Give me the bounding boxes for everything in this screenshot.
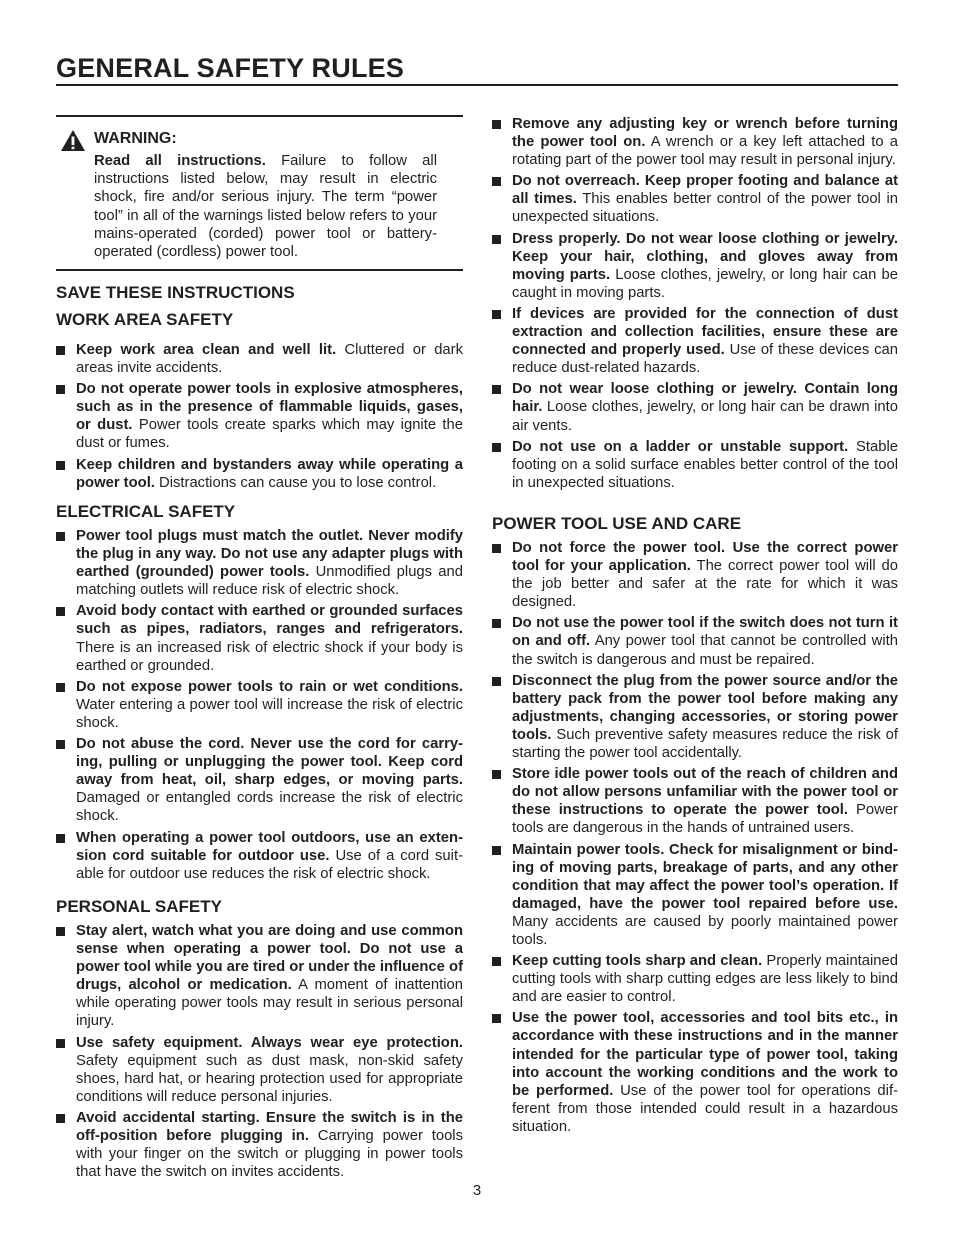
- bullet-item: [56, 341, 463, 377]
- bullet-text: Use of the power tool for operations different from those intended could result in a hazardous situation.: [512, 1082, 898, 1135]
- bullet-item: [56, 735, 463, 825]
- bullet-text: This enables better control of the power tool in unexpected situations.: [512, 191, 898, 226]
- bullet-text: Such preventive safety measures reduce the risk of starting the power tool accidentally.: [512, 726, 898, 762]
- page-title: GENERAL SAFETY RULES: [56, 53, 405, 83]
- square-bullet-icon: [492, 846, 501, 855]
- bullet-lead: Avoid accidental starting. Ensure the switch is in the off-position before plugging in.: [76, 1109, 463, 1145]
- save-instructions-heading: SAVE THESE INSTRUCTIONS: [56, 283, 295, 302]
- warning-triangle-icon: [60, 129, 86, 152]
- work-area-heading: WORK AREA SAFETY: [56, 310, 234, 329]
- bullet-lead: Do not operate power tools in explosive atmospheres, such as in the presence of flammable liquids, gases, or dust.: [76, 381, 463, 434]
- square-bullet-icon: [56, 834, 65, 843]
- square-bullet-icon: [492, 957, 501, 966]
- bullet-lead: Do not abuse the cord. Never use the cord for carrying, pulling or unplugging the power tool. Keep cord away from heat, oil, sharp edges, or moving parts.: [76, 736, 463, 789]
- page-number: 3: [472, 1182, 482, 1199]
- warning-box: [56, 115, 463, 271]
- bullet-lead: Do not force the power tool. Use the correct power tool for your application.: [512, 540, 898, 575]
- title-rule: [56, 84, 898, 86]
- bullet-item: [492, 952, 898, 1006]
- square-bullet-icon: [56, 1039, 65, 1048]
- bullet-item: [492, 614, 898, 668]
- bullet-text: Safety equipment such as dust mask, non-skid safety shoes, hard hat, or hearing protection used for appropriate conditions will reduce personal injuries.: [76, 1052, 463, 1105]
- bullet-item: [492, 438, 898, 492]
- bullet-text: A wrench or a key left attached to a rotating part of the power tool may result in personal injury.: [512, 134, 898, 169]
- bullet-text: Stable footing on a solid surface enables better control of the tool in unexpected situations.: [512, 438, 898, 491]
- bullet-lead: Remove any adjusting key or wrench before turning the power tool on.: [512, 116, 898, 151]
- square-bullet-icon: [56, 927, 65, 936]
- square-bullet-icon: [492, 177, 501, 186]
- power-tool-list: [492, 539, 898, 1139]
- square-bullet-icon: [56, 461, 65, 470]
- bullet-text: Carrying power tools with your finger on the switch or plugging in power tools that have the switch on invites accidents.: [76, 1128, 463, 1181]
- square-bullet-icon: [492, 120, 501, 129]
- bullet-item: [56, 829, 463, 883]
- bullet-lead: Do not overreach. Keep proper footing and balance at all times.: [512, 173, 898, 208]
- bullet-item: [492, 115, 898, 169]
- square-bullet-icon: [56, 740, 65, 749]
- bullet-item: [56, 922, 463, 1031]
- bullet-item: [56, 602, 463, 674]
- bullet-lead: Avoid body contact with earthed or grounded surfaces such as pipes, radiators, ranges and refrigerators.: [76, 603, 463, 638]
- bullet-text: Properly maintained cutting tools with sharp cutting edges are less likely to bind and are easier to control.: [512, 953, 898, 1006]
- square-bullet-icon: [492, 1014, 501, 1023]
- bullet-lead: Do not wear loose clothing or jewelry. Contain long hair.: [512, 381, 898, 416]
- bullet-lead: Use the power tool, accessories and tool bits etc., in accordance with these instructions and in the manner intended for the particular type of power tool, taking into account the working conditions and the work to be performed.: [512, 1010, 898, 1099]
- bullet-item: [492, 841, 898, 950]
- bullet-item: [492, 305, 898, 377]
- work-area-list: [56, 341, 463, 495]
- square-bullet-icon: [492, 770, 501, 779]
- bullet-lead: Keep work area clean and well lit.: [76, 342, 337, 358]
- bullet-text: Cluttered or dark areas invite accidents.: [76, 342, 463, 377]
- bullet-text: The correct power tool will do the job better and safer at the rate for which it was designed.: [512, 558, 898, 611]
- personal-heading: PERSONAL SAFETY: [56, 897, 222, 916]
- bullet-text: Power tools create sparks which may ignite the dust or fumes.: [76, 417, 463, 452]
- bullet-lead: Use safety equipment. Always wear eye protection.: [76, 1034, 463, 1051]
- square-bullet-icon: [56, 346, 65, 355]
- square-bullet-icon: [56, 532, 65, 541]
- bullet-lead: Do not use on a ladder or unstable support.: [512, 438, 849, 455]
- electrical-heading: ELECTRICAL SAFETY: [56, 502, 236, 521]
- bullet-item: [492, 380, 898, 434]
- bullet-lead: Keep cutting tools sharp and clean.: [512, 953, 763, 970]
- square-bullet-icon: [492, 677, 501, 686]
- bullet-lead: Keep children and bystanders away while operating a power tool.: [76, 456, 463, 491]
- bullet-lead: Disconnect the plug from the power source and/or the battery pack from the power tool before making any adjustments, changing accessories, or storing power tools.: [512, 672, 898, 743]
- bullet-item: [492, 672, 898, 762]
- bullet-text: Power tools are dangerous in the hands of untrained users.: [512, 802, 898, 837]
- bullet-text: Any power tool that cannot be controlled with the switch is dangerous and must be repaired.: [512, 633, 898, 668]
- electrical-list: [56, 527, 463, 886]
- bullet-item: [492, 539, 898, 611]
- warning-lead: Read all instructions.: [94, 153, 266, 169]
- bullet-lead: Do not use the power tool if the switch does not turn it on and off.: [512, 615, 898, 650]
- warning-body: Failure to follow all instructions listed below, may result in electric shock, fire and/or serious injury. The term “power tool” in all of the warnings listed below refers to your mains-operated (corded) power tool or battery-operated (cordless) power tool.: [94, 153, 437, 261]
- bullet-text: Loose clothes, jewelry, or long hair can be drawn into air vents.: [512, 399, 898, 434]
- bullet-text: Loose clothes, jewelry, or long hair can be caught in moving parts.: [512, 266, 898, 301]
- square-bullet-icon: [492, 544, 501, 553]
- personal-continued-list: [492, 115, 898, 495]
- bullet-text: Damaged or entangled cords increase the risk of electric shock.: [76, 790, 463, 825]
- bullet-lead: If devices are provided for the connection of dust extraction and collection facilities, ensure these are connected and properly used.: [512, 305, 898, 359]
- warning-text: [94, 152, 437, 261]
- bullet-item: [56, 1034, 463, 1106]
- bullet-text: Unmodified plugs and matching outlets will reduce risk of electric shock.: [76, 564, 463, 599]
- bullet-text: Water entering a power tool will increase the risk of electric shock.: [76, 696, 463, 731]
- square-bullet-icon: [56, 1114, 65, 1123]
- bullet-text: A moment of inattention while operating power tools may result in serious personal injury.: [76, 977, 463, 1030]
- bullet-item: [56, 456, 463, 492]
- bullet-text: There is an increased risk of electric shock if your body is earthed or grounded.: [76, 639, 463, 674]
- square-bullet-icon: [56, 385, 65, 394]
- bullet-lead: Maintain power tools. Check for misalignment or binding of moving parts, breakage of parts, and any other condition that may affect the power tool’s operation. If damaged, have the power tool repaired before use.: [512, 841, 898, 912]
- bullet-item: [492, 172, 898, 226]
- square-bullet-icon: [492, 385, 501, 394]
- bullet-item: [56, 678, 463, 732]
- bullet-text: Use of these devices can reduce dust-related hazards.: [512, 342, 898, 377]
- square-bullet-icon: [492, 443, 501, 452]
- square-bullet-icon: [492, 235, 501, 244]
- bullet-item: [492, 1009, 898, 1136]
- personal-list: [56, 922, 463, 1184]
- bullet-lead: Power tool plugs must match the outlet. Never modify the plug in any way. Do not use any adapter plugs with earthed (grounded) power tools.: [76, 528, 463, 581]
- square-bullet-icon: [492, 619, 501, 628]
- bullet-lead: Do not expose power tools to rain or wet conditions.: [76, 678, 463, 695]
- bullet-item: [56, 380, 463, 452]
- bullet-text: Distractions can cause you to lose control.: [154, 474, 437, 491]
- square-bullet-icon: [492, 310, 501, 319]
- power-tool-heading: POWER TOOL USE AND CARE: [492, 514, 742, 533]
- bullet-lead: Dress properly. Do not wear loose clothing or jewelry. Keep your hair, clothing, and gloves away from moving parts.: [512, 230, 898, 283]
- bullet-text: Use of a cord suitable for outdoor use reduces the risk of electric shock.: [76, 847, 463, 882]
- bullet-item: [492, 765, 898, 837]
- square-bullet-icon: [56, 683, 65, 692]
- bullet-lead: Stay alert, watch what you are doing and use common sense when operating a power tool. Do not use a power tool while you are tired or under the influence of drugs, alcohol or medication.: [76, 923, 463, 994]
- bullet-lead: Store idle power tools out of the reach of children and do not allow persons unfamiliar with the power tool or these instructions to operate the power tool.: [512, 766, 898, 819]
- bullet-item: [56, 527, 463, 599]
- bullet-item: [56, 1109, 463, 1181]
- warning-label: WARNING:: [94, 130, 177, 147]
- square-bullet-icon: [56, 607, 65, 616]
- bullet-lead: When operating a power tool outdoors, use an extension cord suitable for outdoor use.: [76, 829, 463, 864]
- bullet-text: Many accidents are caused by poorly maintained power tools.: [512, 913, 898, 948]
- bullet-item: [492, 230, 898, 302]
